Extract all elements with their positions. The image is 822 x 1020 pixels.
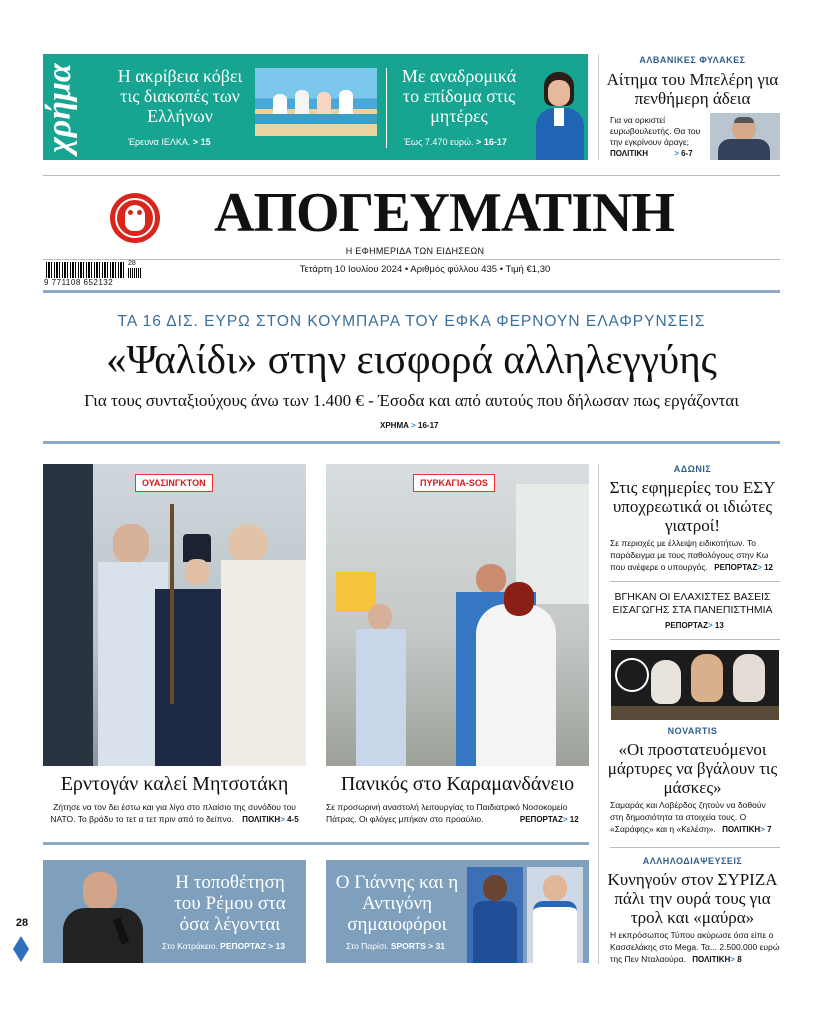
erdogan-story-headline[interactable]: Ερντογάν καλεί Μητσοτάκη bbox=[60, 773, 289, 795]
erdogan-story-body-text: Ζήτησε να τον δει έστω και για λίγο στο πλαίσιο της συνόδου του ΝΑΤΟ. Το βράδυ το τετ α τετ πριν από το δείπνο. bbox=[50, 802, 296, 824]
barcode bbox=[46, 262, 126, 278]
diamond-icon bbox=[13, 936, 29, 962]
sidebar-s3-pages: 7 bbox=[767, 825, 772, 834]
promo-story1-page: 15 bbox=[200, 137, 211, 147]
lead-top-rule bbox=[43, 290, 780, 293]
promo-story2-page: 16-17 bbox=[483, 137, 507, 147]
fire-story-body-text: Σε προσωρινή αναστολή λειτουργίας το Παιδιατρικό Νοσοκομείο Πάτρας. Οι φλόγες μπήκαν στο προαύλιο. bbox=[326, 802, 568, 824]
flagbearers-photo-1 bbox=[467, 867, 523, 963]
lead-section: ΧΡΗΜΑ bbox=[380, 421, 409, 430]
masthead-subtitle: Η ΕΦΗΜΕΡΙΔΑ ΤΩΝ ΕΙΔΗΣΕΩΝ bbox=[345, 246, 485, 256]
owl-logo-icon bbox=[110, 193, 160, 243]
sidebar-rule-3 bbox=[610, 847, 780, 848]
sidebar-s1-ref[interactable]: ΡΕΠΟΡΤΑΖ> 12 bbox=[714, 563, 774, 572]
promo-story2-headline[interactable]: Με αναδρομικά το επίδομα στις μητέρες bbox=[401, 66, 517, 126]
erdogan-story-body bbox=[43, 801, 306, 826]
bottom-left-ref[interactable]: Στο Κατράκειο. ΡΕΠΟΡΤΑΖ > 13 bbox=[162, 941, 285, 951]
sidebar-s3-kicker: NOVARTIS bbox=[667, 726, 718, 736]
sidebar-s4-body bbox=[610, 929, 780, 966]
promo-story1-ref[interactable]: Έρευνα ΙΕΛΚΑ. > 15 bbox=[128, 137, 211, 147]
flagbearers-photo-2 bbox=[527, 867, 583, 963]
sidebar-s1-body bbox=[610, 537, 780, 574]
promo-minister-photo bbox=[530, 68, 588, 160]
sidebar-s1-kicker: ΑΔΩΝΙΣ bbox=[673, 464, 712, 474]
top-right-kicker: ΑΛΒΑΝΙΚΕΣ ΦΥΛΑΚΕΣ bbox=[639, 55, 746, 65]
top-right-portrait bbox=[710, 113, 780, 160]
sidebar-s3-body bbox=[610, 799, 780, 836]
promo-beach-photo bbox=[255, 68, 377, 136]
sidebar-vline bbox=[598, 464, 599, 964]
bottom-rule bbox=[43, 842, 589, 845]
promo-story2-ref[interactable]: Έως 7.470 ευρώ. > 16-17 bbox=[404, 137, 507, 147]
promo-story1-headline[interactable]: Η ακρίβεια κόβει τις διακοπές των Ελλήνων bbox=[117, 66, 243, 126]
sidebar-s1-body-text: Σε περιοχές με έλλειψη ειδικοτήτων. Το παράδειγμα με τους παθολόγους στην Κω που ανέφερε ο υπουργός. bbox=[610, 538, 769, 572]
sidebar-rule-1 bbox=[610, 581, 780, 582]
top-right-headline[interactable]: Αίτημα του Μπελέρη για πενθήμερη άδεια bbox=[606, 70, 779, 108]
lead-deck: Για τους συνταξιούχους άνω των 1.400 € - Έσοδα και από αυτούς που δήλωσαν πως εργάζονται bbox=[84, 391, 739, 410]
lead-ref[interactable]: ΧΡΗΜΑ > 16-17 bbox=[380, 421, 439, 430]
barcode-number: 9 771108 652132 bbox=[44, 278, 114, 287]
bottom-left-headline[interactable]: Η τοποθέτηση του Ρέμου στα όσα λέγονται bbox=[174, 872, 286, 935]
promo-brand: χρήμα bbox=[41, 63, 78, 153]
fire-story-tag: ΠΥΡΚΑΓΙΑ-SOS bbox=[413, 474, 495, 492]
masthead-mid-rule bbox=[43, 259, 780, 260]
sidebar-s1-section: ΡΕΠΟΡΤΑΖ bbox=[714, 563, 758, 572]
masthead-date-line: Τετάρτη 10 Ιουλίου 2024 • Αριθμός φύλλου 435 • Τιμή €1,30 bbox=[299, 264, 551, 275]
promo-story1-ref-text: Έρευνα ΙΕΛΚΑ. bbox=[128, 137, 191, 147]
sidebar-rule-2 bbox=[610, 639, 780, 640]
sidebar-s3-section: ΠΟΛΙΤΙΚΗ bbox=[722, 825, 761, 834]
erdogan-story-section: ΠΟΛΙΤΙΚΗ bbox=[242, 815, 281, 824]
top-right-body: Για να ορκιστεί ευρωβουλευτής. Θα του την εγκρίνουν άραγε; bbox=[610, 115, 701, 147]
top-right-ref[interactable]: ΠΟΛΙΤΙΚΗ > 6-7 bbox=[610, 149, 693, 158]
sidebar-s4-ref[interactable]: ΠΟΛΙΤΙΚΗ> 8 bbox=[692, 955, 742, 964]
sidebar-s3-body-text: Σαμαράς και Λοβέρδος ζητούν να δοθούν στη δημοσιότητα τα στοιχεία τους. Ο «Σαράφης» και η «Κελέση». bbox=[610, 800, 766, 834]
sidebar-s3-ref[interactable]: ΠΟΛΙΤΙΚΗ> 7 bbox=[722, 825, 772, 834]
erdogan-story-photo bbox=[43, 464, 306, 766]
bottom-left-pages: 13 bbox=[275, 941, 285, 951]
sidebar-s4-headline[interactable]: Κυνηγούν στον ΣΥΡΙΖΑ πάλι την ουρά τους για τρολ και «μαύρα» bbox=[607, 870, 778, 927]
barcode-addon-number: 28 bbox=[128, 260, 136, 267]
promo-divider bbox=[386, 68, 387, 148]
sidebar-s4-section: ΠΟΛΙΤΙΚΗ bbox=[692, 955, 731, 964]
bottom-center-headline[interactable]: Ο Γιάννης και η Αντιγόνη σημαιοφόροι bbox=[335, 872, 459, 935]
masthead-title[interactable]: ΑΠΟΓΕΥΜΑΤΙΝΗ bbox=[214, 182, 674, 244]
barcode-addon bbox=[128, 268, 142, 278]
sidebar-s4-pages: 8 bbox=[737, 955, 742, 964]
page-number: 28 bbox=[15, 917, 29, 929]
promo-story2-ref-text: Έως 7.470 ευρώ. bbox=[404, 137, 474, 147]
bottom-center-ref[interactable]: Στο Παρίσι. SPORTS > 31 bbox=[346, 941, 445, 951]
fire-story-photo bbox=[326, 464, 589, 766]
sidebar-s2-section: ΡΕΠΟΡΤΑΖ bbox=[665, 621, 708, 630]
top-right-vline bbox=[598, 54, 599, 160]
sidebar-s2-pages: 13 bbox=[714, 621, 724, 630]
sidebar-s3-headline[interactable]: «Οι προστατευόμενοι μάρτυρες να βγάλουν τις μάσκες» bbox=[607, 740, 778, 797]
lead-bottom-rule bbox=[43, 441, 780, 444]
fire-story-ref[interactable]: ΡΕΠΟΡΤΑΖ> 12 bbox=[519, 815, 579, 824]
sidebar-s2-ref[interactable]: ΡΕΠΟΡΤΑΖ> 13 bbox=[665, 621, 724, 630]
erdogan-story-tag: ΟΥΑΣΙΝΓΚΤΟΝ bbox=[135, 474, 213, 492]
lead-pages: 16-17 bbox=[418, 421, 439, 430]
fire-story-pages: 12 bbox=[569, 815, 579, 824]
bottom-center-section: SPORTS bbox=[390, 941, 426, 951]
lead-kicker: ΤΑ 16 ΔΙΣ. ΕΥΡΩ ΣΤΟΝ ΚΟΥΜΠΑΡΑ ΤΟΥ ΕΦΚΑ ΦΕΡΝΟΥΝ ΕΛΑΦΡΥΝΣΕΙΣ bbox=[117, 313, 706, 330]
erdogan-story-pages: 4-5 bbox=[287, 815, 299, 824]
top-right-pages: 6-7 bbox=[681, 149, 693, 158]
sidebar-s1-headline[interactable]: Στις εφημερίες του ΕΣΥ υποχρεωτικά οι ιδιώτες γιατροί! bbox=[609, 478, 776, 535]
sidebar-s2-headline[interactable]: ΒΓΗΚΑΝ ΟΙ ΕΛΑΧΙΣΤΕΣ ΒΑΣΕΙΣ ΕΙΣΑΓΩΓΗΣ ΣΤΑ ΠΑΝΕΠΙΣΤΗΜΙΑ bbox=[612, 591, 773, 616]
sidebar-s1-pages: 12 bbox=[764, 563, 774, 572]
masthead-top-rule bbox=[43, 175, 780, 176]
masks-photo bbox=[611, 650, 779, 720]
lead-headline[interactable]: «Ψαλίδι» στην εισφορά αλληλεγγύης bbox=[106, 336, 717, 382]
sidebar-s4-kicker: ΑΛΛΗΛΟΔΙΑΨΕΥΣΕΙΣ bbox=[642, 856, 743, 866]
fire-story-headline[interactable]: Πανικός στο Καραμανδάνειο bbox=[340, 773, 575, 795]
top-right-section: ΠΟΛΙΤΙΚΗ bbox=[610, 149, 649, 158]
bottom-center-ref-text: Στο Παρίσι. bbox=[346, 941, 389, 951]
bottom-left-ref-text: Στο Κατράκειο. bbox=[162, 941, 218, 951]
bottom-center-pages: 31 bbox=[435, 941, 445, 951]
remos-photo bbox=[43, 860, 158, 963]
fire-story-section: ΡΕΠΟΡΤΑΖ bbox=[519, 815, 563, 824]
bottom-left-section: ΡΕΠΟΡΤΑΖ bbox=[220, 941, 266, 951]
fire-story-body bbox=[326, 801, 589, 826]
sidebar-s4-body-text: Η εκπρόσωπος Τύπου ακύρωσε όσα είπε ο Κασσελάκης στο Mega. Τα... 2.500.000 ευρώ της Πεν Νταλαούρα. bbox=[610, 930, 780, 964]
erdogan-story-ref[interactable]: ΠΟΛΙΤΙΚΗ> 4-5 bbox=[242, 815, 299, 824]
